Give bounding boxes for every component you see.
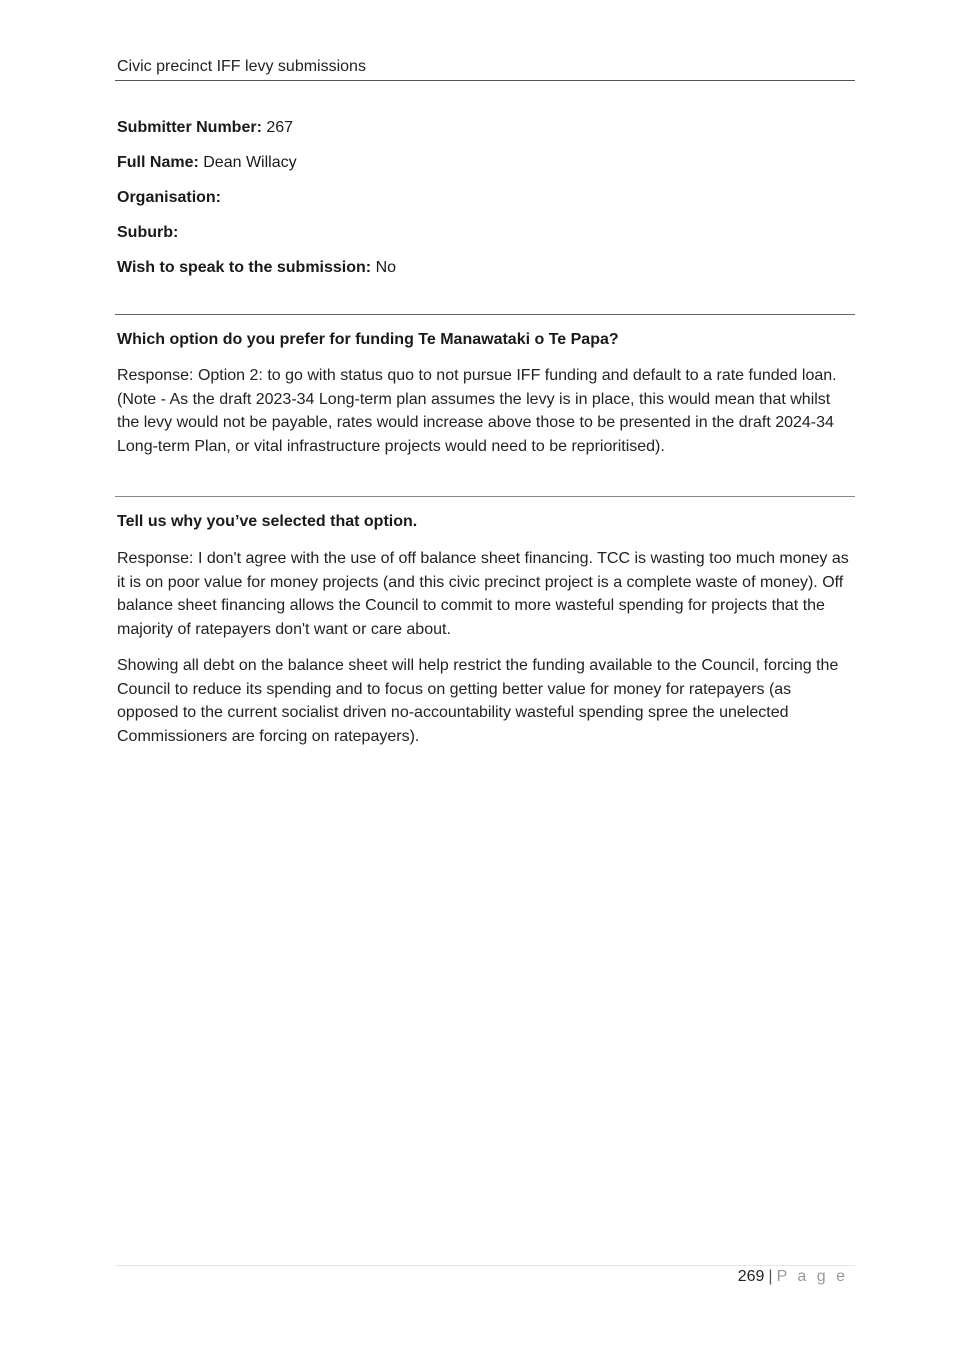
section-divider-1 [115,314,855,315]
submitter-number-value: 267 [266,119,294,136]
suburb-label: Suburb: [117,224,179,241]
question-1-heading: Which option do you prefer for funding Te Manawataki o Te Papa? [117,331,619,348]
question-2-heading: Tell us why you’ve selected that option. [117,513,418,530]
question-2-response-paragraph-1: Response: I don't agree with the use of off balance sheet financing. TCC is wasting too much money as it is on poor value for money projects (and this civic precinct project is a complete waste of money). Off balance sheet financing allows the Council to commit to more wasteful spending for projects that the majority of ratepayers don't want or care about. [117,550,849,638]
organisation-field [117,188,221,208]
submitter-number-label: Submitter Number: [117,119,262,136]
page-footer [738,1268,848,1286]
section-divider-2 [115,496,855,497]
page-label: P a g e [776,1268,848,1285]
full-name-value: Dean Willacy [203,154,297,171]
page-number: 269 [737,1268,765,1285]
wish-to-speak-label: Wish to speak to the submission: [117,259,372,276]
full-name-label: Full Name: [117,154,199,171]
page-header-title: Civic precinct IFF levy submissions [117,58,366,75]
full-name-field [117,153,297,173]
header-divider [115,80,855,81]
wish-to-speak-value: No [375,259,397,276]
wish-to-speak-field [117,258,396,278]
footer-divider [115,1265,855,1266]
question-1-response: Response: Option 2: to go with status quo to not pursue IFF funding and default to a rate funded loan. (Note - As the draft 2023-34 Long-term plan assumes the levy is in place, this would mean that whilst the levy would not be payable, rates would increase above those to be presented in the draft 2024-34 Long-term Plan, or vital infrastructure projects would need to be reprioritised). [117,367,837,455]
organisation-label: Organisation: [117,189,222,206]
suburb-field [117,223,178,243]
submitter-number-field [117,118,293,138]
question-2-response-paragraph-2: Showing all debt on the balance sheet will help restrict the funding available to the Council, forcing the Council to reduce its spending and to focus on getting better value for money for ratepayers (as opposed to the current socialist driven no-accountability wasteful spending spree the unelected Commissioners are forcing on ratepayers). [117,657,839,745]
footer-separator: | [768,1268,773,1285]
